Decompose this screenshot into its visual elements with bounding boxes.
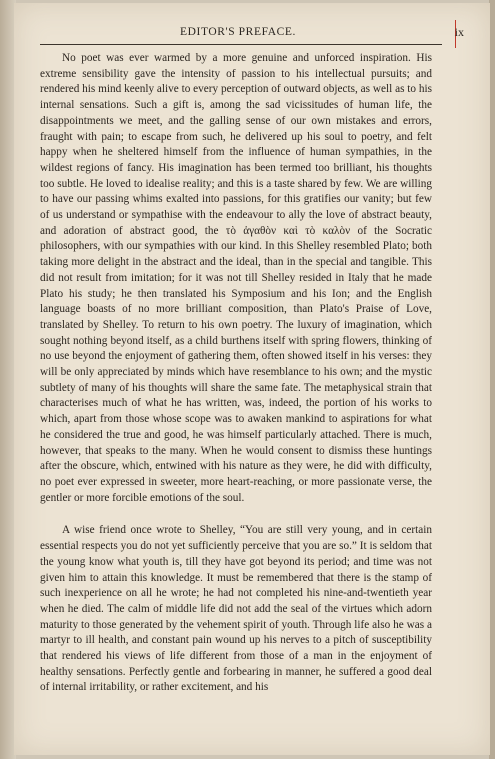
running-header — [40, 25, 464, 44]
body-text — [40, 51, 432, 696]
page-number: ix — [454, 25, 464, 39]
paragraph: A wise friend once wrote to Shelley, “You are still very young, and in certain essential respects you do not yet sufficiently perceive that you are so.” It is seldom that the young know what youth is, till they have got beyond its period; and time was not given him to attain this knowledge. It must be remembered that there is the stamp of such inexperience on all he wrote; he had not completed his nine-and-twentieth year when he died. The calm of middle life did not add the seal of the virtues which adorn maturity to those generated by the vehement spirit of youth. Through life also he was a martyr to ill health, and constant pain wound up his nerves to a pitch of susceptibility that rendered his views of life different from those of a man in the enjoyment of healthy sensations. Perfectly gentle and forbearing in manner, he suffered a good deal of internal irritability, or rather excitement, and his — [40, 524, 432, 694]
paragraph: No poet was ever warmed by a more genuine and unforced inspiration. His extreme sensibility gave the intensity of passion to his intellectual pursuits; and rendered his mind keenly alive to every perception of outward objects, as well as to his internal sensations. Such a gift is, among the sad vicissitudes of human life, the disappointments we meet, and the galling sense of our own mistakes and errors, fraught with pain; to escape from such, he delivered up his soul to poetry, and felt happy when he sheltered himself from the influence of human sympathies, in the wildest regions of fancy. His imagination has been termed too brilliant, his thoughts too subtle. He loved to idealise reality; and this is a taste shared by few. We are willing to have our passing whims exalted into passions, for this gratifies our vanity; but few of us understand or sympathise with the endeavour to ally the love of abstract beauty, and adoration of abstract good, the τὸ ἀγαθὸν καὶ τὸ καλὸν of the Socratic philosophers, with our sympathies with our kind. In this Shelley resembled Plato; both taking more delight in the abstract and the ideal, than in the special and tangible. This did not result from imitation; for it was not till Shelley resided in Italy that he made Plato his study; he then translated his Symposium and his Ion; and the English language boasts of no more brilliant composition, than Plato's Praise of Love, translated by Shelley. To return to his own poetry. The luxury of imagination, which sought nothing beyond itself, as a child burthens itself with spring flowers, thinking of no use beyond the enjoyment of gathering them, often showed itself in his verses: they will be only appreciated by minds which have resemblance to his own; and the mystic subtlety of many of his thoughts will share the same fate. The metaphysical strain that characterises much of what he has written, was, indeed, the portion of his works to which, apart from those whose scope was to awaken mankind to aspirations for what he considered the true and good, he was himself particularly attached. There is much, however, that speaks to the many. When he would consent to dismiss these huntings after the obscure, which, entwined with his nature as they were, he did with difficulty, no poet ever expressed in sweeter, more heart-reaching, or more passionate verse, the gentler or more forcible emotions of the soul. — [40, 52, 432, 504]
header-title: EDITOR'S PREFACE. — [179, 26, 296, 38]
header-rule — [40, 44, 442, 45]
